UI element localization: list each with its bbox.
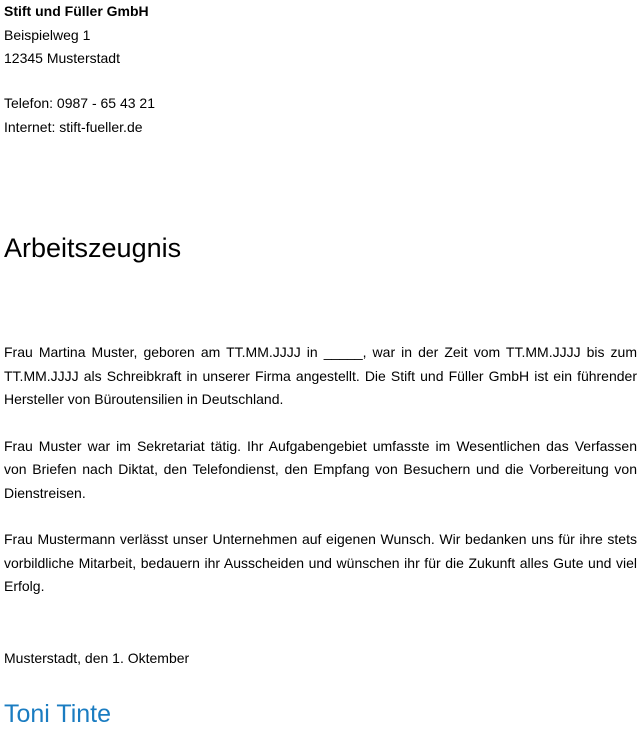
signature: Toni Tinte xyxy=(4,700,112,728)
sender-address xyxy=(4,0,149,71)
paragraph-duties: Frau Muster war im Sekretariat tätig. Ihr Aufgabengebiet umfasste im Wesentlichen das Verfassen von Briefen nach Diktat, den Telefondienst, den Empfang von Besuchern und die Vorbereitung von Dienstreisen. xyxy=(4,437,637,501)
sender-internet: Internet: stift-fueller.de xyxy=(4,118,143,135)
paragraph-employment: Frau Martina Muster, geboren am TT.MM.JJJJ in _____, war in der Zeit vom TT.MM.JJJJ bis zum TT.MM.JJJJ als Schreibkraft in unserer Firma angestellt. Die Stift und Füller GmbH ist ein führender Hersteller von Büroutensilien in Deutschland. xyxy=(4,344,637,407)
sender-company: Stift und Füller GmbH xyxy=(4,3,149,19)
paragraph-farewell: Frau Mustermann verlässt unser Unternehmen auf eigenen Wunsch. Wir bedanken uns für ihre stets vorbildliche Mitarbeit, bedauern ihr Ausscheiden und wünschen ihr für die Zukunft alles Gute und viel Erfolg. xyxy=(4,531,637,594)
document-title: Arbeitszeugnis xyxy=(4,233,182,263)
sender-city: 12345 Musterstadt xyxy=(4,50,120,66)
sender-street: Beispielweg 1 xyxy=(4,26,91,43)
document-body xyxy=(4,341,637,599)
place-date: Musterstadt, den 1. Oktember xyxy=(4,650,190,666)
sender-contact xyxy=(4,92,155,139)
sender-phone: Telefon: 0987 - 65 43 21 xyxy=(4,95,156,111)
